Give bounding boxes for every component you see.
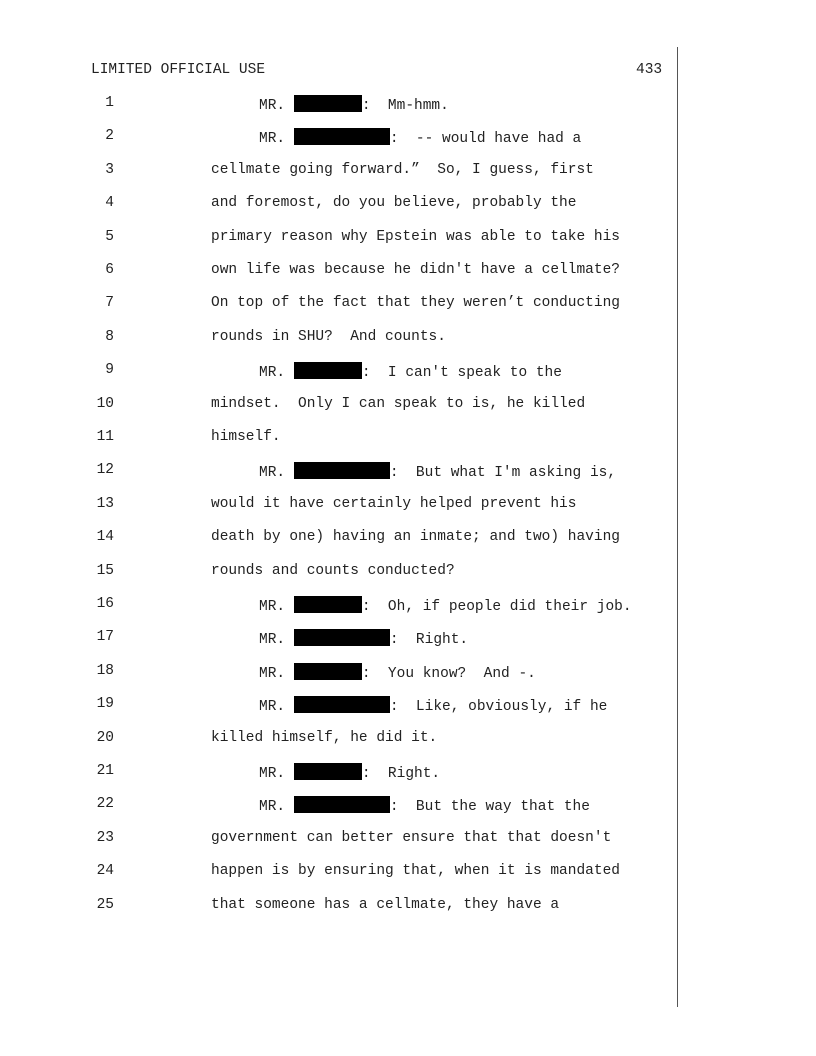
transcript-line xyxy=(0,128,680,161)
redaction-box xyxy=(294,696,390,713)
transcript-line xyxy=(0,897,680,930)
speaker-line xyxy=(259,663,536,682)
line-number: 10 xyxy=(96,395,114,412)
redaction-box xyxy=(294,763,362,780)
speaker-text: : You know? And -. xyxy=(361,665,536,682)
line-number: 5 xyxy=(105,228,114,245)
line-text: himself. xyxy=(211,429,281,445)
redaction-box xyxy=(294,462,390,479)
transcript-line xyxy=(0,563,680,596)
line-number: 23 xyxy=(96,829,114,846)
line-number: 17 xyxy=(96,629,114,646)
speaker-prefix: MR. xyxy=(259,465,286,482)
speaker-text: : Right. xyxy=(361,766,441,782)
line-text: On top of the fact that they weren’t conducting xyxy=(211,295,620,312)
line-text: that someone has a cellmate, they have a xyxy=(211,896,560,913)
line-text: happen is by ensuring that, when it is mandated xyxy=(211,863,620,880)
line-text: would it have certainly helped prevent his xyxy=(211,495,577,512)
redaction-box xyxy=(294,128,390,145)
speaker-line xyxy=(259,95,449,114)
redaction-box xyxy=(294,663,362,680)
speaker-text: : Right. xyxy=(389,632,469,649)
line-number: 24 xyxy=(96,863,114,880)
line-number: 18 xyxy=(96,662,114,679)
line-text: rounds and counts conducted? xyxy=(211,562,455,579)
speaker-prefix: MR. xyxy=(259,599,286,615)
line-number: 16 xyxy=(96,596,114,612)
speaker-text: : Oh, if people did their job. xyxy=(361,599,632,615)
line-text: death by one) having an inmate; and two) having xyxy=(211,529,620,546)
transcript-line xyxy=(0,730,680,763)
transcript-line xyxy=(0,496,680,529)
speaker-prefix: MR. xyxy=(259,799,286,816)
line-text: government can better ensure that that doesn't xyxy=(211,829,612,846)
speaker-line xyxy=(259,763,440,782)
speaker-prefix: MR. xyxy=(259,98,286,114)
speaker-line xyxy=(259,629,468,648)
line-number: 2 xyxy=(105,128,114,145)
line-text: mindset. Only I can speak to is, he killed xyxy=(211,395,586,412)
transcript-line xyxy=(0,295,680,328)
speaker-prefix: MR. xyxy=(259,766,286,782)
line-text: killed himself, he did it. xyxy=(211,729,438,746)
speaker-line xyxy=(259,362,562,381)
line-number: 8 xyxy=(105,328,114,345)
speaker-text: : Mm-hmm. xyxy=(361,98,449,114)
transcript-line xyxy=(0,830,680,863)
line-number: 9 xyxy=(105,362,114,379)
header-classification: LIMITED OFFICIAL USE xyxy=(91,62,266,78)
line-text: cellmate going forward.” So, I guess, first xyxy=(211,161,594,178)
transcript-line xyxy=(0,362,680,395)
redaction-box xyxy=(294,796,390,813)
transcript-line xyxy=(0,596,680,629)
transcript-line xyxy=(0,763,680,796)
transcript-line xyxy=(0,629,680,662)
speaker-text: : Like, obviously, if he xyxy=(389,699,608,716)
transcript-line xyxy=(0,529,680,562)
redaction-box xyxy=(294,362,362,379)
line-text: own life was because he didn't have a cellmate? xyxy=(211,262,620,278)
transcript-line xyxy=(0,462,680,495)
speaker-text: : But what I'm asking is, xyxy=(389,465,617,482)
speaker-prefix: MR. xyxy=(259,131,286,148)
line-text: primary reason why Epstein was able to take his xyxy=(211,228,620,245)
speaker-prefix: MR. xyxy=(259,365,286,382)
transcript-line xyxy=(0,229,680,262)
speaker-line xyxy=(259,796,590,815)
transcript-line xyxy=(0,95,680,128)
line-number: 11 xyxy=(96,429,114,445)
line-number: 3 xyxy=(105,161,114,178)
transcript-line xyxy=(0,262,680,295)
line-number: 13 xyxy=(96,495,114,512)
transcript-line xyxy=(0,396,680,429)
transcript-line xyxy=(0,195,680,228)
line-text: and foremost, do you believe, probably the xyxy=(211,195,577,212)
line-number: 14 xyxy=(96,529,114,546)
line-number: 6 xyxy=(105,262,114,278)
transcript-line xyxy=(0,162,680,195)
speaker-line xyxy=(259,128,581,147)
redaction-box xyxy=(294,629,390,646)
line-number: 25 xyxy=(96,896,114,913)
transcript-line xyxy=(0,429,680,462)
line-number: 21 xyxy=(96,763,114,779)
line-number: 19 xyxy=(96,696,114,713)
line-number: 22 xyxy=(96,796,114,813)
speaker-prefix: MR. xyxy=(259,699,286,716)
page-number: 433 xyxy=(636,62,663,78)
line-number: 20 xyxy=(96,729,114,746)
transcript-line xyxy=(0,663,680,696)
line-number: 4 xyxy=(105,195,114,212)
transcript-line xyxy=(0,696,680,729)
speaker-line xyxy=(259,462,616,481)
speaker-line xyxy=(259,596,632,615)
transcript-line xyxy=(0,863,680,896)
line-text: rounds in SHU? And counts. xyxy=(211,328,446,345)
redaction-box xyxy=(294,596,362,613)
line-number: 1 xyxy=(105,95,114,111)
transcript-line xyxy=(0,329,680,362)
line-number: 7 xyxy=(105,295,114,312)
speaker-line xyxy=(259,696,607,715)
speaker-prefix: MR. xyxy=(259,665,286,682)
speaker-prefix: MR. xyxy=(259,632,286,649)
speaker-text: : -- would have had a xyxy=(389,131,582,148)
line-number: 15 xyxy=(96,562,114,579)
speaker-text: : I can't speak to the xyxy=(361,365,562,382)
speaker-text: : But the way that the xyxy=(389,799,590,816)
redaction-box xyxy=(294,95,362,112)
line-number: 12 xyxy=(96,462,114,479)
transcript-line xyxy=(0,796,680,829)
